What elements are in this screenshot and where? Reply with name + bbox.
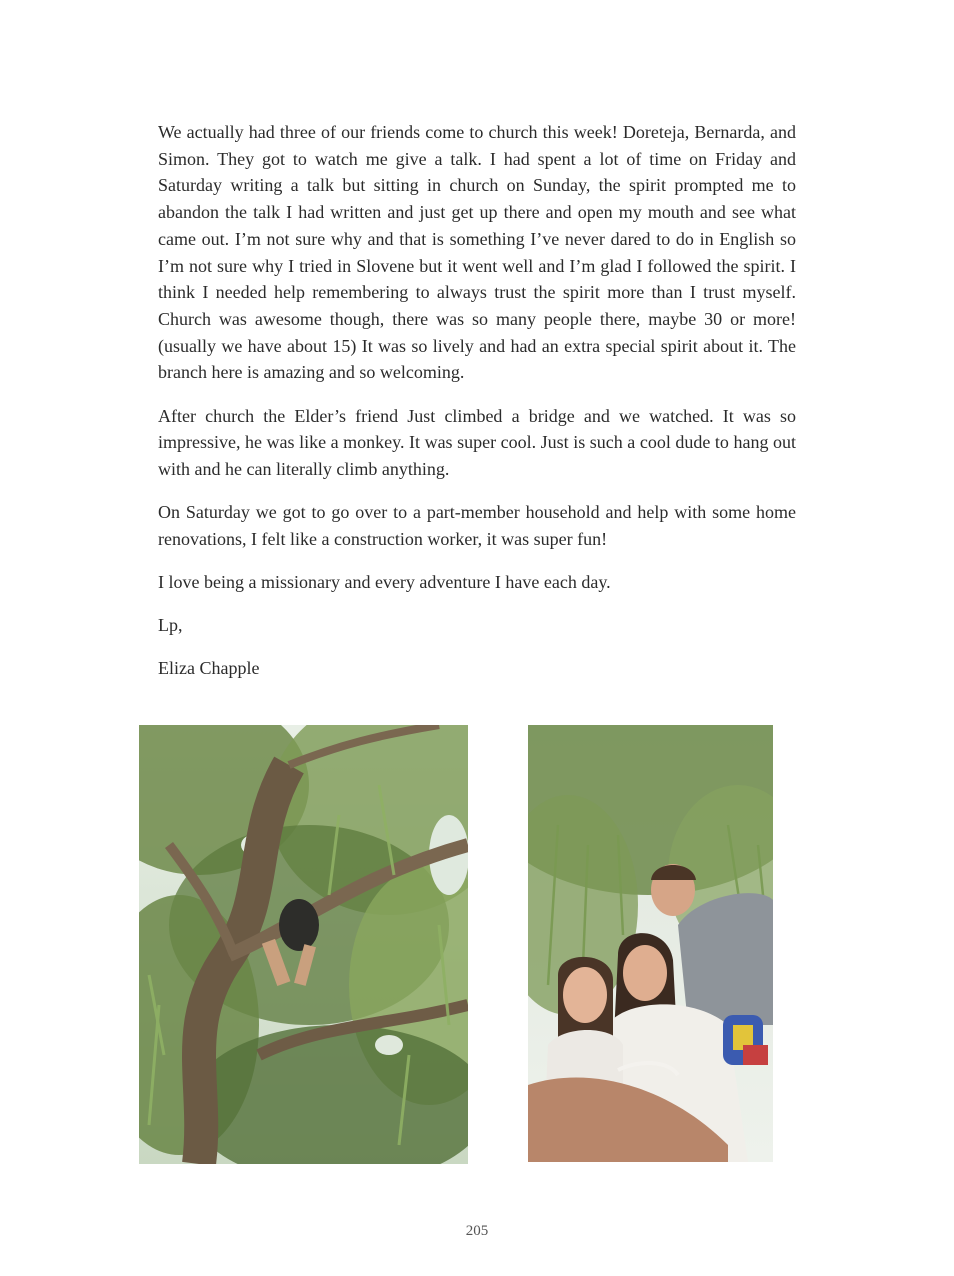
closing-salutation: Lp, xyxy=(158,615,183,636)
paragraph-church: We actually had three of our friends come to church this week! Doreteja, Bernarda, and Simon. They got to watch me give a talk. I had spent a lot of time on Friday and Saturday writing a talk but sitting in church on Sunday, the spirit prompted me to abandon the talk I had written and just get up there and open my mouth and see what came out. I’m not sure why and that is something I’ve never dared to do in English so I’m not sure why I tried in Slovene but it went well and I’m glad I followed the spirit. I think I needed help remembering to always trust the spirit more than I trust myself. Church was awesome though, there was so many people there, maybe 30 or more! (usually we have about 15) It was so lively and had an extra special spirit about it. The branch here is amazing and so welcoming. xyxy=(158,122,796,383)
paragraph-renovations: On Saturday we got to go over to a part-member household and help with some home renovations, I felt like a construction worker, it was super fun! xyxy=(158,502,796,549)
photo-tree-climber xyxy=(139,725,468,1164)
photo-group-selfie xyxy=(528,725,773,1162)
signature-name: Eliza Chapple xyxy=(158,658,260,679)
paragraph-missionary: I love being a missionary and every adventure I have each day. xyxy=(158,572,611,593)
paragraph-bridge: After church the Elder’s friend Just climbed a bridge and we watched. It was so impressive, he was like a monkey. It was super cool. Just is such a cool dude to hang out with and he can literally climb anything. xyxy=(158,405,796,479)
page-number: 205 xyxy=(465,1223,489,1239)
letter-body xyxy=(158,119,796,699)
